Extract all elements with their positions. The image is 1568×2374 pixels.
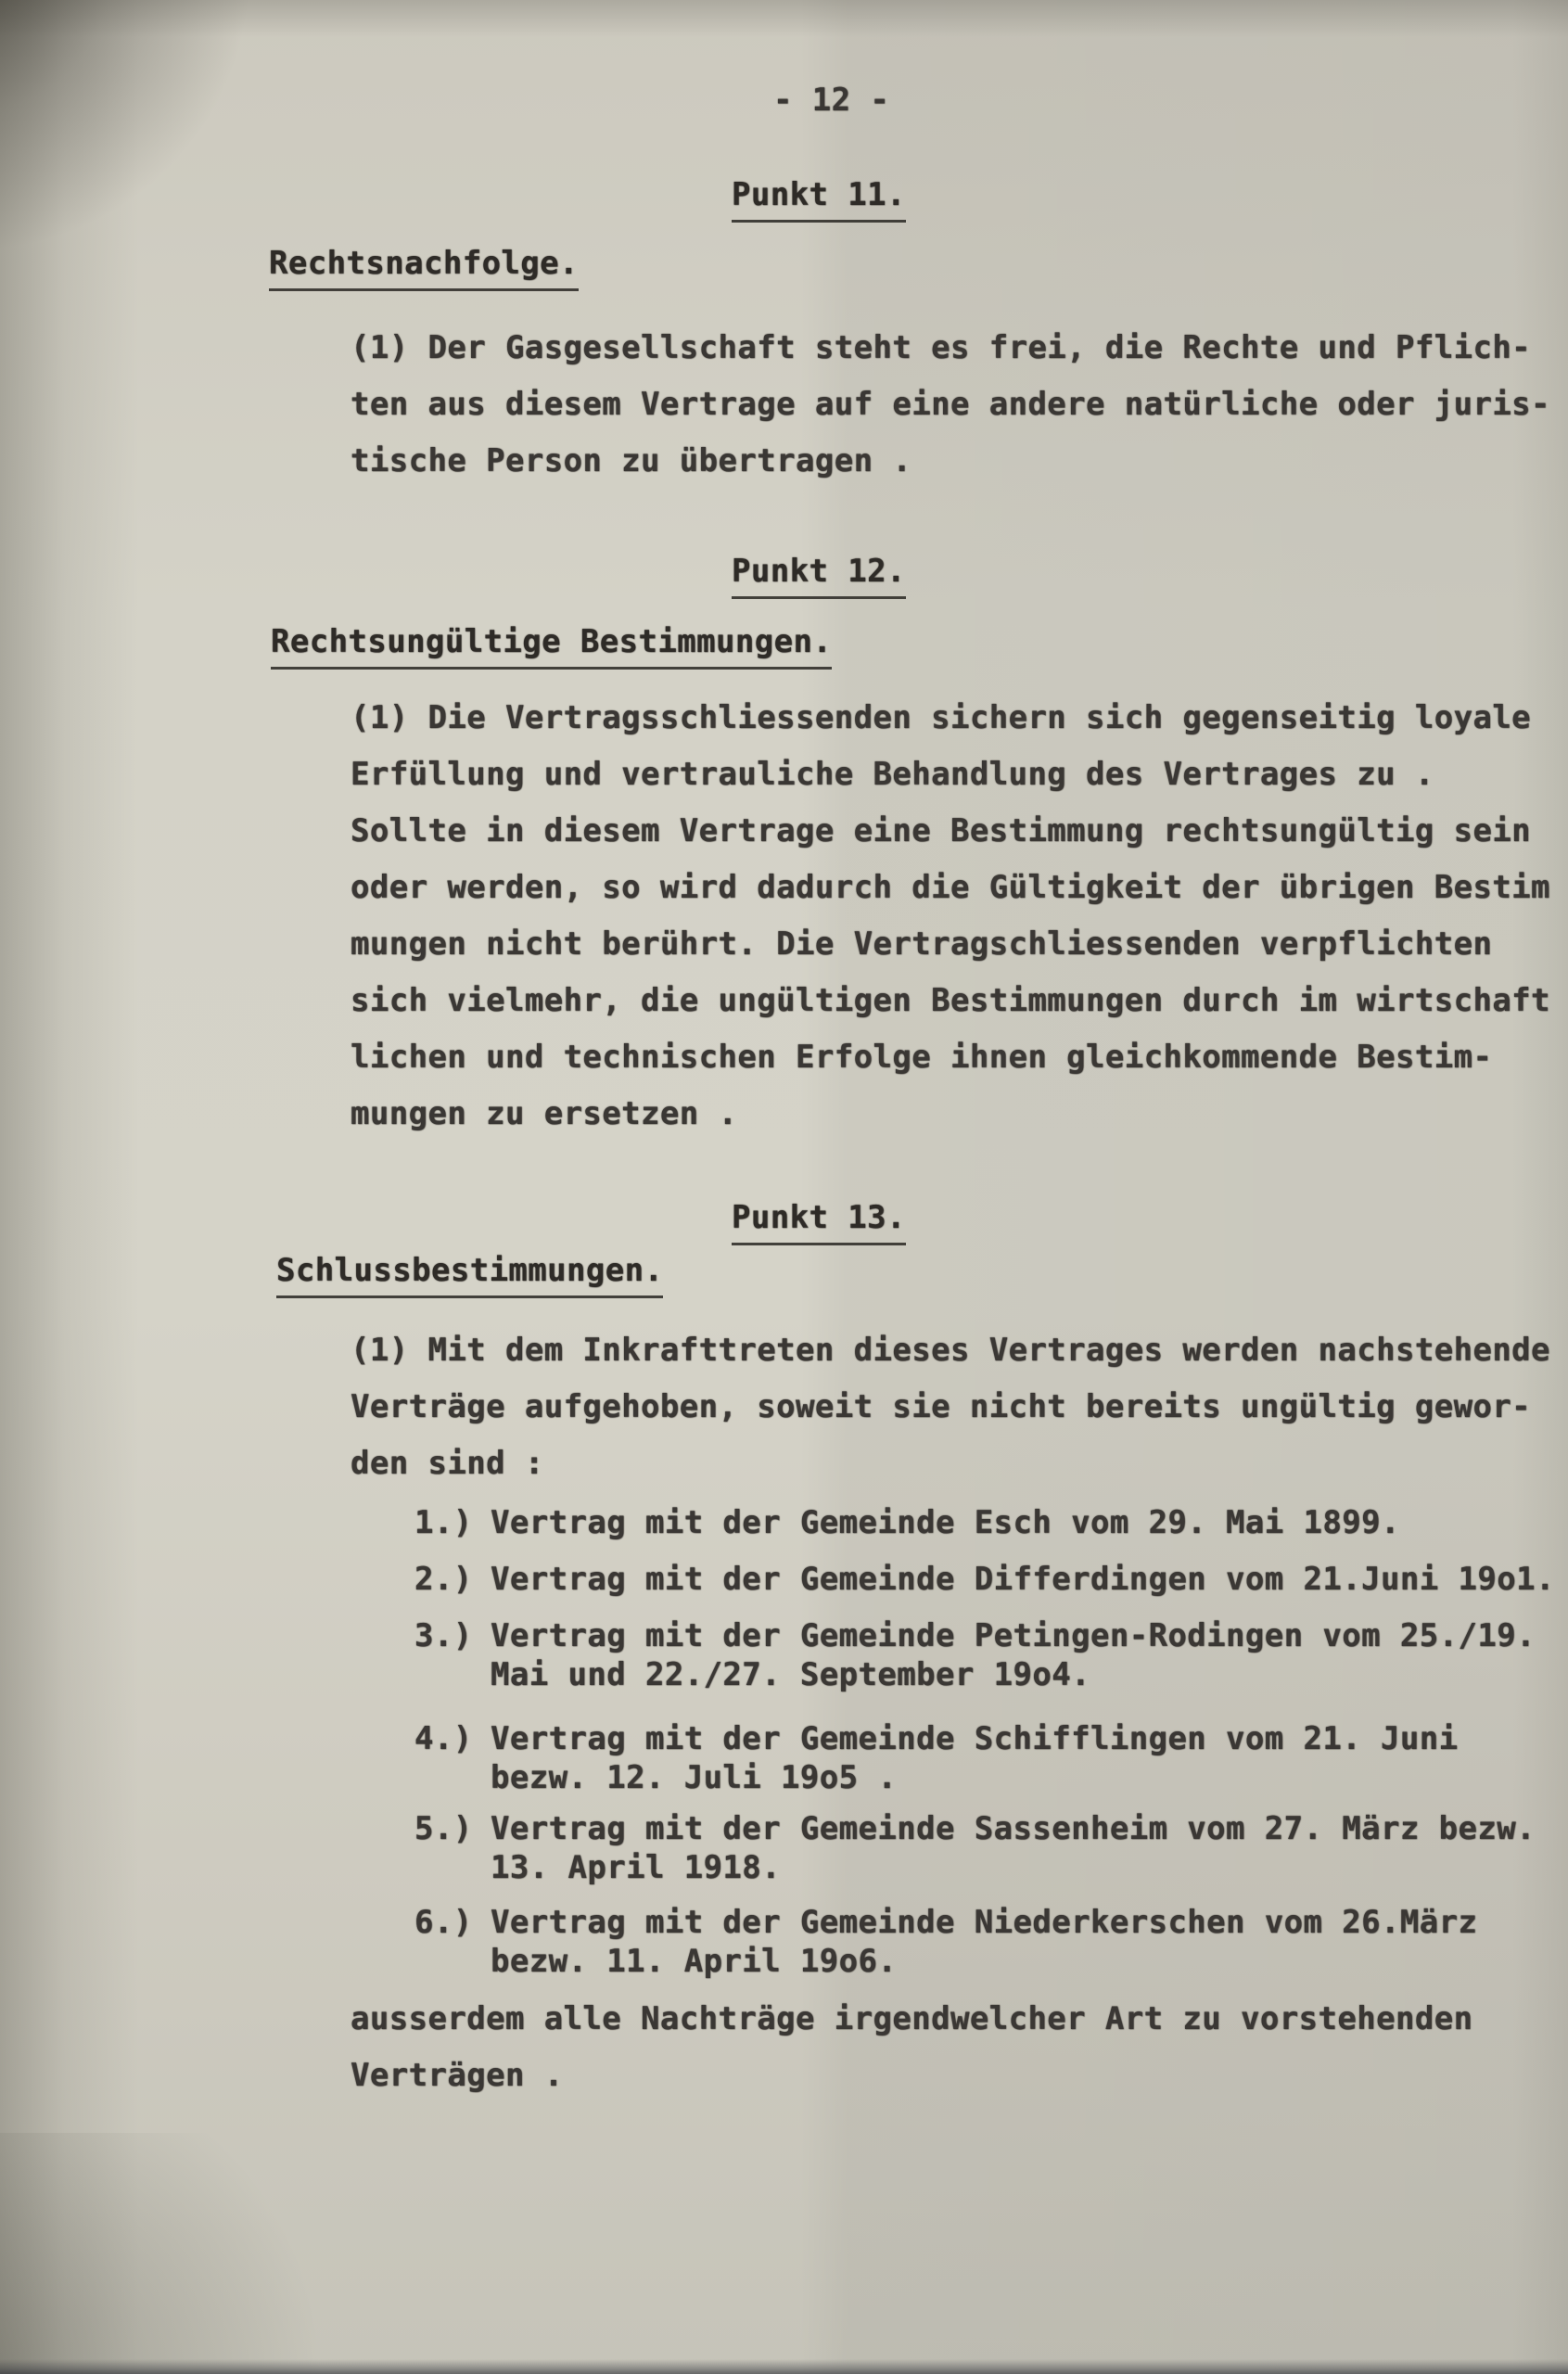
- list-item-number: 5.): [414, 1810, 473, 1847]
- list-item-line: Vertrag mit der Gemeinde Petingen-Rodingen vom 25./19.: [491, 1617, 1536, 1654]
- paragraph-line: ten aus diesem Vertrage auf eine andere natürliche oder juris-: [351, 386, 1550, 423]
- list-item-line: Vertrag mit der Gemeinde Schifflingen vom 21. Juni: [491, 1720, 1459, 1757]
- paragraph-line: mungen nicht berührt. Die Vertragschliessenden verpflichten: [351, 925, 1493, 963]
- punkt-11-subheading-text: Rechtsnachfolge.: [269, 243, 579, 291]
- paragraph-line: Verträge aufgehoben, soweit sie nicht bereits ungültig gewor-: [351, 1388, 1532, 1425]
- list-item-line: Vertrag mit der Gemeinde Sassenheim vom 27. März bezw.: [491, 1810, 1536, 1847]
- paragraph-line: mungen zu ersetzen .: [351, 1095, 738, 1132]
- list-item-number: 1.): [414, 1504, 473, 1541]
- list-item-line: Vertrag mit der Gemeinde Differdingen vom 21.Juni 19o1.: [491, 1561, 1555, 1598]
- punkt-12-subheading: [271, 621, 832, 670]
- punkt-11-heading: [732, 174, 906, 223]
- list-item-number: 3.): [414, 1617, 473, 1654]
- scan-shadow-bottom-left: [0, 2133, 389, 2374]
- punkt-13-subheading-text: Schlussbestimmungen.: [276, 1250, 663, 1298]
- punkt-11-heading-text: Punkt 11.: [732, 174, 906, 223]
- paragraph-line: den sind :: [351, 1445, 544, 1482]
- paragraph-line: Erfüllung und vertrauliche Behandlung des Vertrages zu .: [351, 756, 1434, 793]
- list-item-line: 13. April 1918.: [491, 1849, 782, 1886]
- punkt-13-heading: [732, 1197, 906, 1245]
- closing-line: Verträgen .: [351, 2057, 564, 2094]
- punkt-12-subheading-text: Rechtsungültige Bestimmungen.: [271, 621, 832, 670]
- list-item-number: 6.): [414, 1904, 473, 1941]
- paragraph-line: (1) Mit dem Inkrafttreten dieses Vertrages werden nachstehende: [351, 1332, 1550, 1369]
- paragraph-line: sich vielmehr, die ungültigen Bestimmungen durch im wirtschaft: [351, 982, 1550, 1019]
- paragraph-line: (1) Die Vertragsschliessenden sichern sich gegenseitig loyale: [351, 699, 1532, 736]
- scan-edge-bottom: [0, 2359, 1568, 2374]
- paragraph-line: lichen und technischen Erfolge ihnen gleichkommende Bestim-: [351, 1039, 1493, 1076]
- page-number: - 12 -: [773, 82, 890, 119]
- list-item-line: Vertrag mit der Gemeinde Esch vom 29. Mai 1899.: [491, 1504, 1400, 1541]
- punkt-13-heading-text: Punkt 13.: [732, 1197, 906, 1245]
- closing-line: ausserdem alle Nachträge irgendwelcher Art zu vorstehenden: [351, 2000, 1473, 2037]
- paragraph-line: (1) Der Gasgesellschaft steht es frei, die Rechte und Pflich-: [351, 329, 1532, 366]
- list-item-line: Vertrag mit der Gemeinde Niederkerschen vom 26.März: [491, 1904, 1478, 1941]
- list-item-number: 2.): [414, 1561, 473, 1598]
- punkt-12-heading: [732, 551, 906, 599]
- punkt-13-subheading: [276, 1250, 663, 1298]
- list-item-line: bezw. 12. Juli 19o5 .: [491, 1759, 898, 1796]
- list-item-number: 4.): [414, 1720, 473, 1757]
- punkt-12-heading-text: Punkt 12.: [732, 551, 906, 599]
- paragraph-line: oder werden, so wird dadurch die Gültigkeit der übrigen Bestim: [351, 869, 1550, 906]
- paragraph-line: Sollte in diesem Vertrage eine Bestimmung rechtsungültig sein: [351, 812, 1532, 849]
- paragraph-line: tische Person zu übertragen .: [351, 442, 912, 479]
- list-item-line: bezw. 11. April 19o6.: [491, 1943, 898, 1980]
- list-item-line: Mai und 22./27. September 19o4.: [491, 1656, 1090, 1693]
- punkt-11-subheading: [269, 243, 579, 291]
